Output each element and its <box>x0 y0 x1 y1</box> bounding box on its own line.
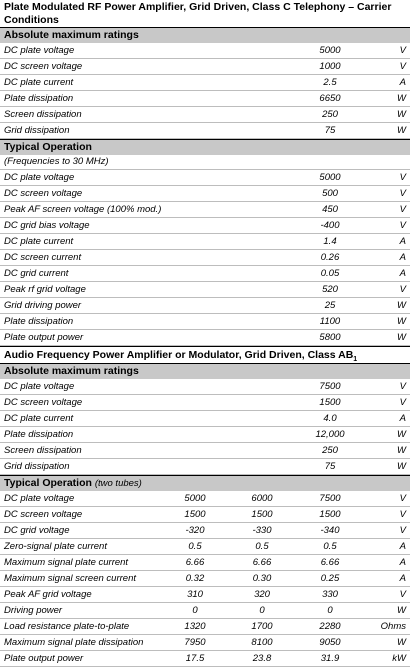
spec-value: 17.5 <box>185 653 205 664</box>
spec-value: 2280 <box>319 621 341 632</box>
spec-label: DC plate voltage <box>4 493 75 504</box>
spec-row <box>0 491 410 507</box>
spec-value: 6650 <box>319 93 341 104</box>
spec-row <box>0 298 410 314</box>
spec-row <box>0 170 410 186</box>
spec-unit: A <box>399 413 406 424</box>
spec-label: Plate dissipation <box>4 316 74 327</box>
spec-unit: V <box>399 525 406 536</box>
spec-value: 250 <box>322 445 338 456</box>
spec-unit: V <box>399 220 406 231</box>
spec-row <box>0 202 410 218</box>
spec-label: Maximum signal screen current <box>4 573 136 584</box>
spec-row <box>0 186 410 202</box>
spec-value: 0 <box>327 605 333 616</box>
spec-value: 2.5 <box>323 77 337 88</box>
spec-value: 5000 <box>184 493 206 504</box>
spec-unit: V <box>399 284 406 295</box>
spec-value: 6.66 <box>320 557 340 568</box>
spec-value: 0.26 <box>320 252 340 263</box>
spec-row <box>0 314 410 330</box>
spec-value: 5000 <box>319 172 341 183</box>
spec-value: 4.0 <box>323 413 337 424</box>
spec-row <box>0 571 410 587</box>
section-header-note: (two tubes) <box>94 478 142 489</box>
spec-row <box>0 234 410 250</box>
spec-value: 0 <box>192 605 198 616</box>
class-subscript: 1 <box>353 356 358 363</box>
spec-unit: A <box>399 236 406 247</box>
spec-value: 75 <box>324 125 336 136</box>
spec-unit: V <box>399 509 406 520</box>
spec-value: 330 <box>322 589 338 600</box>
spec-value: 0.05 <box>320 268 340 279</box>
spec-row <box>0 411 410 427</box>
section-rows-typical-operation-2 <box>0 491 410 667</box>
spec-row <box>0 266 410 282</box>
spec-label: Load resistance plate-to-plate <box>4 621 130 632</box>
spec-value: 5800 <box>319 332 341 343</box>
spec-label: Plate output power <box>4 332 84 343</box>
spec-label: DC plate current <box>4 77 74 88</box>
spec-value: 25 <box>324 300 336 311</box>
spec-row <box>0 75 410 91</box>
spec-unit: A <box>399 541 406 552</box>
spec-row <box>0 507 410 523</box>
spec-row <box>0 91 410 107</box>
spec-label: DC plate voltage <box>4 45 75 56</box>
spec-value: 1000 <box>319 61 341 72</box>
spec-value: 8100 <box>251 637 273 648</box>
spec-value: 7500 <box>319 381 341 392</box>
spec-unit: W <box>397 429 406 440</box>
spec-label: DC screen current <box>4 252 82 263</box>
spec-row <box>0 330 410 346</box>
spec-row <box>0 107 410 123</box>
spec-label: Grid dissipation <box>4 125 70 136</box>
spec-value: 500 <box>322 188 338 199</box>
spec-value: -320 <box>185 525 205 536</box>
section-header-absolute-max-2: Absolute maximum ratings <box>0 363 410 379</box>
spec-unit: W <box>397 300 406 311</box>
spec-label: DC plate current <box>4 236 74 247</box>
spec-value: 310 <box>187 589 203 600</box>
spec-value: 6000 <box>251 493 273 504</box>
spec-label: Plate dissipation <box>4 93 74 104</box>
spec-unit: A <box>399 557 406 568</box>
spec-label: Peak rf grid voltage <box>4 284 86 295</box>
spec-value: 0.25 <box>320 573 340 584</box>
spec-value: -330 <box>252 525 272 536</box>
spec-label: Maximum signal plate dissipation <box>4 637 144 648</box>
spec-row <box>0 523 410 539</box>
spec-unit: W <box>397 93 406 104</box>
spec-row <box>0 459 410 475</box>
spec-unit: V <box>399 204 406 215</box>
spec-unit: W <box>397 605 406 616</box>
spec-value: 1700 <box>251 621 273 632</box>
spec-value: 520 <box>322 284 338 295</box>
spec-label: Grid dissipation <box>4 461 70 472</box>
spec-unit: V <box>399 172 406 183</box>
spec-value: 7500 <box>319 493 341 504</box>
spec-label: Grid driving power <box>4 300 82 311</box>
spec-unit: W <box>397 461 406 472</box>
spec-label: DC screen voltage <box>4 397 83 408</box>
spec-unit: V <box>399 381 406 392</box>
document-title: Plate Modulated RF Power Amplifier, Grid Driven, Class C Telephony – Carrier Conditions <box>4 1 392 26</box>
spec-value: 5000 <box>319 45 341 56</box>
spec-label: Peak AF grid voltage <box>4 589 92 600</box>
spec-value: 23.8 <box>252 653 272 664</box>
spec-row <box>0 635 410 651</box>
spec-unit: kW <box>392 653 406 664</box>
spec-value: 0.32 <box>185 573 205 584</box>
section-header-absolute-max-1: Absolute maximum ratings <box>0 27 410 43</box>
spec-row <box>0 218 410 234</box>
spec-row <box>0 395 410 411</box>
section-header-text: Typical Operation <box>4 477 92 489</box>
spec-unit: V <box>399 61 406 72</box>
section-title-audio-amplifier <box>0 346 410 363</box>
spec-label: Driving power <box>4 605 63 616</box>
spec-row <box>0 43 410 59</box>
spec-unit: W <box>397 445 406 456</box>
spec-value: 450 <box>322 204 338 215</box>
spec-value: 1500 <box>319 397 341 408</box>
spec-value: 31.9 <box>320 653 340 664</box>
spec-value: 0.5 <box>255 541 269 552</box>
spec-row <box>0 587 410 603</box>
spec-label: DC grid bias voltage <box>4 220 90 231</box>
spec-unit: A <box>399 77 406 88</box>
spec-value: 12,000 <box>315 429 345 440</box>
spec-value: 0.30 <box>252 573 272 584</box>
spec-unit: V <box>399 45 406 56</box>
spec-label: DC grid voltage <box>4 525 70 536</box>
section-rows-absolute-max-1 <box>0 43 410 139</box>
spec-value: 0.5 <box>323 541 337 552</box>
section-title-text: Audio Frequency Power Amplifier or Modulator, Grid Driven, Class AB <box>4 349 354 361</box>
spec-label: DC plate voltage <box>4 172 75 183</box>
spec-row <box>0 379 410 395</box>
section-note-frequencies: (Frequencies to 30 MHz) <box>0 155 410 170</box>
spec-label: DC plate voltage <box>4 381 75 392</box>
spec-label: Peak AF screen voltage (100% mod.) <box>4 204 162 215</box>
spec-row <box>0 539 410 555</box>
spec-unit: V <box>399 188 406 199</box>
spec-value: 1500 <box>251 509 273 520</box>
section-rows-typical-operation-1 <box>0 170 410 346</box>
spec-label: Screen dissipation <box>4 445 82 456</box>
spec-unit: W <box>397 125 406 136</box>
spec-value: 0 <box>259 605 265 616</box>
spec-row <box>0 123 410 139</box>
spec-row <box>0 282 410 298</box>
spec-value: 6.66 <box>252 557 272 568</box>
section-header-typical-operation-2 <box>0 475 410 491</box>
spec-unit: V <box>399 493 406 504</box>
spec-value: 7950 <box>184 637 206 648</box>
spec-row <box>0 427 410 443</box>
spec-row <box>0 619 410 635</box>
spec-value: 1320 <box>184 621 206 632</box>
spec-row <box>0 59 410 75</box>
spec-label: Plate output power <box>4 653 84 664</box>
spec-unit: A <box>399 573 406 584</box>
spec-row <box>0 651 410 667</box>
spec-value: 0.5 <box>188 541 202 552</box>
spec-label: DC screen voltage <box>4 509 83 520</box>
spec-value: 250 <box>322 109 338 120</box>
spec-row <box>0 603 410 619</box>
spec-unit: W <box>397 332 406 343</box>
spec-row <box>0 250 410 266</box>
spec-label: DC screen voltage <box>4 61 83 72</box>
spec-value: 6.66 <box>185 557 205 568</box>
spec-row <box>0 443 410 459</box>
spec-label: Maximum signal plate current <box>4 557 129 568</box>
spec-value: -400 <box>320 220 340 231</box>
section-rows-absolute-max-2 <box>0 379 410 475</box>
spec-unit: V <box>399 589 406 600</box>
spec-unit: Ohms <box>380 621 406 632</box>
spec-value: 9050 <box>319 637 341 648</box>
spec-value: 1500 <box>184 509 206 520</box>
spec-label: DC plate current <box>4 413 74 424</box>
spec-unit: W <box>397 316 406 327</box>
spec-value: -340 <box>320 525 340 536</box>
spec-unit: W <box>397 109 406 120</box>
spec-value: 1500 <box>319 509 341 520</box>
spec-unit: W <box>397 637 406 648</box>
section-header-typical-operation-1: Typical Operation <box>0 139 410 155</box>
spec-value: 320 <box>254 589 270 600</box>
spec-label: Plate dissipation <box>4 429 74 440</box>
spec-label: DC screen voltage <box>4 188 83 199</box>
spec-unit: V <box>399 397 406 408</box>
spec-label: Zero-signal plate current <box>4 541 107 552</box>
spec-label: DC grid current <box>4 268 69 279</box>
spec-value: 75 <box>324 461 336 472</box>
spec-unit: A <box>399 252 406 263</box>
spec-unit: A <box>399 268 406 279</box>
spec-value: 1.4 <box>323 236 337 247</box>
spec-row <box>0 555 410 571</box>
spec-label: Screen dissipation <box>4 109 82 120</box>
spec-value: 1100 <box>319 316 341 327</box>
